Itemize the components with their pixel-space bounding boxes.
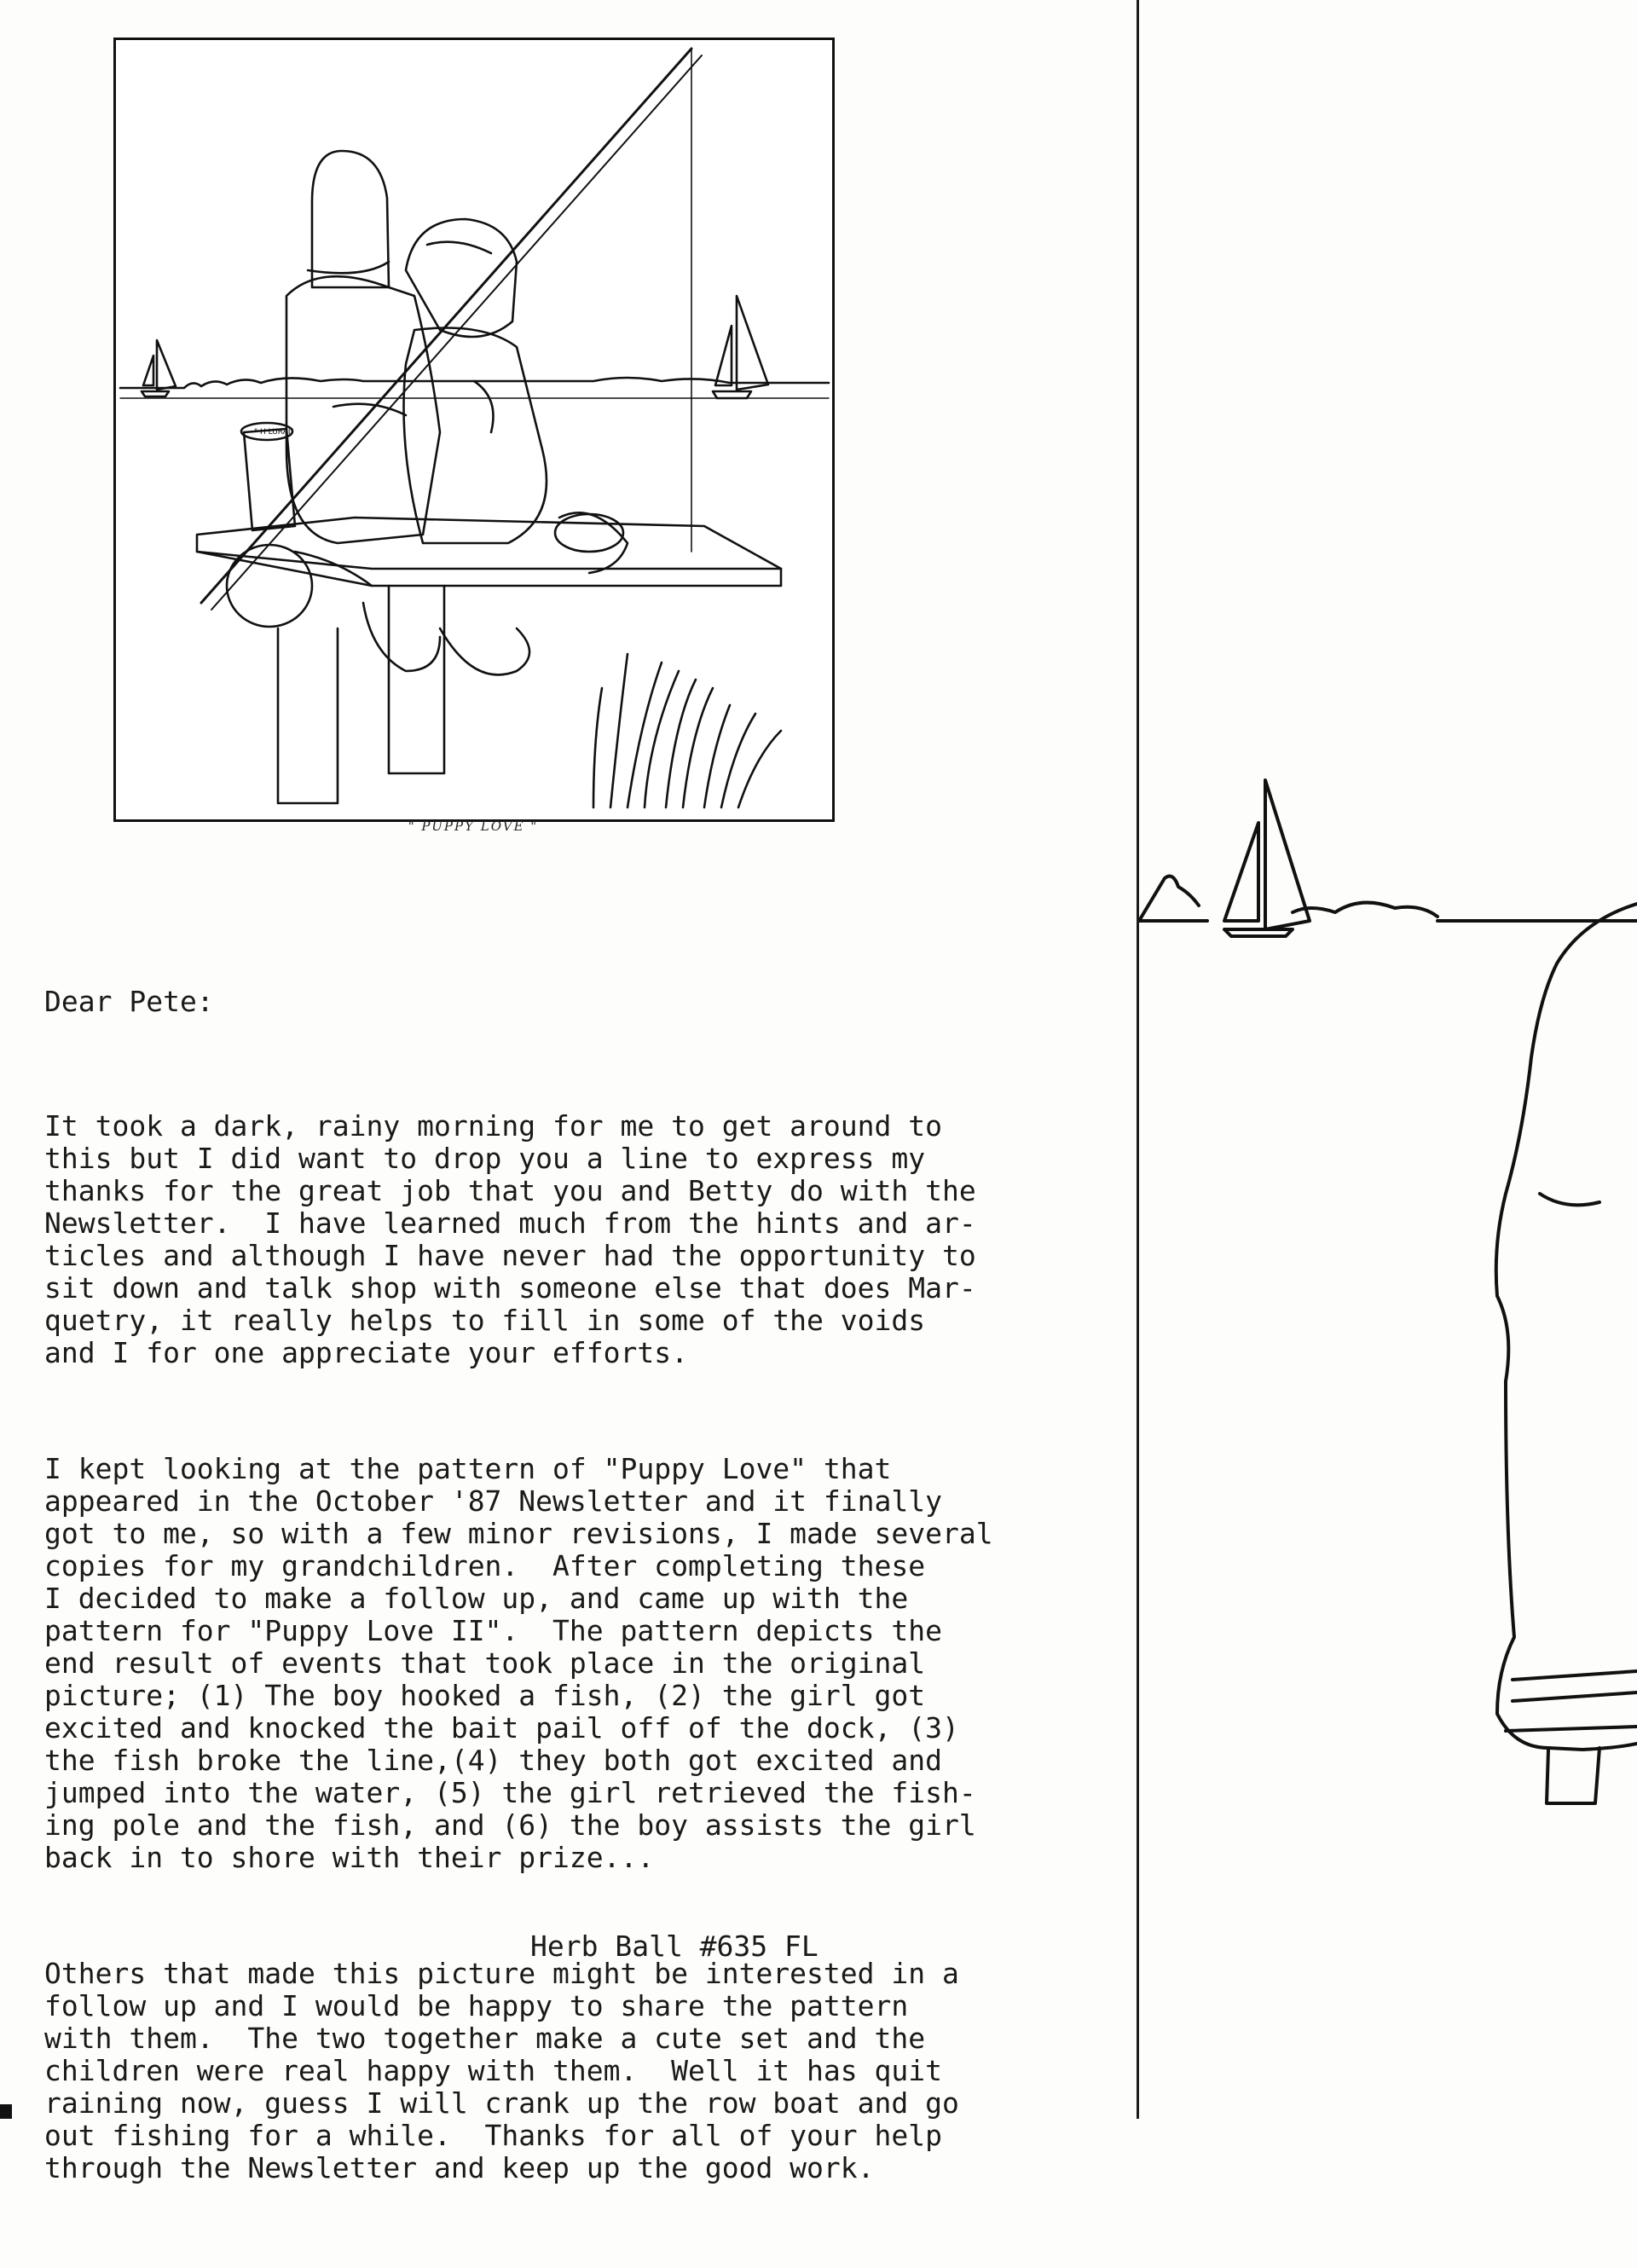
letter-line: children were real happy with them. Well it has quit — [44, 2054, 942, 2087]
letter-line: this but I did want to drop you a line to express my — [44, 1142, 926, 1175]
illustration-caption: " PUPPY LOVE " — [408, 819, 539, 834]
letter-line: I decided to make a follow up, and came up with the — [44, 1582, 909, 1615]
letter-line: picture; (1) The boy hooked a fish, (2) the girl got — [44, 1679, 926, 1712]
letter-line: back in to shore with their prize... — [44, 1841, 655, 1874]
letter-line: ticles and although I have never had the opportunity to — [44, 1239, 976, 1272]
letter-line: raining now, guess I will crank up the row boat and go — [44, 2086, 959, 2120]
letter-line: ing pole and the fish, and (6) the boy assists the girl — [44, 1808, 976, 1842]
letter-line: got to me, so with a few minor revisions, I made several — [44, 1517, 993, 1550]
puppy-love-illustration — [113, 38, 835, 822]
letter-line: follow up and I would be happy to share the pattern — [44, 1989, 909, 2022]
letter-body — [44, 921, 1127, 2268]
letter-line: appeared in the October '87 Newsletter and it finally — [44, 1484, 942, 1518]
letter-line: through the Newsletter and keep up the good work. — [44, 2151, 875, 2184]
letter-paragraph-3 — [44, 1958, 1127, 2184]
letter-line: end result of events that took place in the original — [44, 1646, 926, 1680]
bucket-label: " H LURAI" — [254, 428, 294, 437]
letter-line: Others that made this picture might be interested in a — [44, 1957, 959, 1990]
letter-paragraph-1 — [44, 1110, 1127, 1369]
letter-line: sit down and talk shop with someone else that does Mar- — [44, 1271, 976, 1305]
letter-line: copies for my grandchildren. After completing these — [44, 1549, 926, 1582]
letter-line: quetry, it really helps to fill in some of the voids — [44, 1304, 926, 1337]
letter-line: and I for one appreciate your efforts. — [44, 1336, 688, 1369]
puppy-love-ii-pattern-preview — [1139, 0, 1637, 2119]
letter-line: jumped into the water, (5) the girl retrieved the fish- — [44, 1776, 976, 1809]
letter-greeting: Dear Pete: — [44, 985, 214, 1018]
letter-line: It took a dark, rainy morning for me to get around to — [44, 1109, 942, 1143]
letter-line: Newsletter. I have learned much from the hints and ar- — [44, 1206, 976, 1240]
letter-line: thanks for the great job that you and Betty do with the — [44, 1174, 976, 1207]
letter-line: the fish broke the line,(4) they both got excited and — [44, 1744, 942, 1777]
letter-paragraph-2 — [44, 1453, 1127, 1874]
letter-signature: Herb Ball #635 FL — [530, 1930, 818, 1963]
letter-line: I kept looking at the pattern of "Puppy Love" that — [44, 1452, 892, 1485]
letter-line: out fishing for a while. Thanks for all of your help — [44, 2119, 942, 2152]
letter-line: pattern for "Puppy Love II". The pattern depicts the — [44, 1614, 942, 1647]
letter-line: excited and knocked the bait pail off of the dock, (3) — [44, 1711, 959, 1744]
scan-corner-mark — [0, 2104, 12, 2119]
letter-line: with them. The two together make a cute set and the — [44, 2022, 926, 2055]
